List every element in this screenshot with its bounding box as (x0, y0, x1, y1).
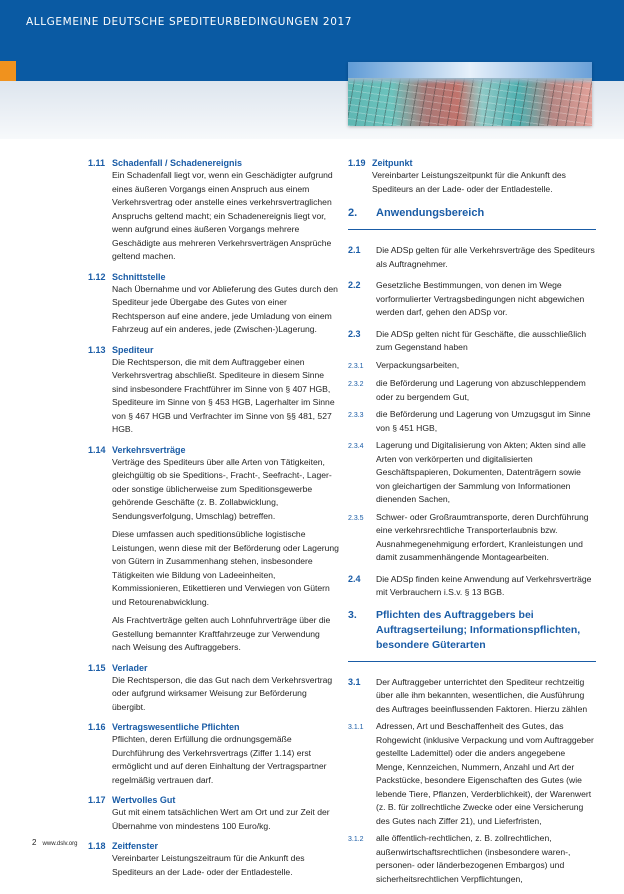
building-facade-photo (348, 62, 592, 126)
clause-number: 2.4 (348, 573, 361, 584)
clause-number: 2.3.3 (348, 412, 364, 419)
clause-number: 2.3.5 (348, 514, 364, 522)
clause-text: Der Auftraggeber unterrichtet den Spediteur rechtzeitig über alle ihm bekannten, wesentlichen, die Ausführung des Auftrages beeinflussenden Faktoren. Hierzu zählen (376, 676, 588, 714)
item-number: 1.15 (88, 662, 106, 673)
item-title: Zeitfenster (112, 841, 159, 851)
section-title: Anwendungsbereich (376, 207, 485, 219)
clause-2-3-3 (348, 408, 596, 435)
clause-3-1-1 (348, 720, 596, 828)
item-text: Nach Übernahme und vor Ablieferung des Gutes durch den Spediteur jede Übergabe des Gutes von einer Rechtsperson auf eine andere, jede Umladung von einem Fahrzeug auf ein anderes, jede (Zwischen-)Lagerung. (112, 283, 338, 334)
definition-1-19-head (348, 157, 596, 169)
definition-1-18 (88, 840, 340, 879)
clause-text: Die ADSp finden keine Anwendung auf Verkehrsverträge mit Verbrauchern i.S.v. § 13 BGB. (376, 573, 592, 597)
definition-1-15 (88, 662, 340, 715)
orange-accent-tab (0, 61, 16, 81)
section-number: 2. (348, 207, 358, 219)
item-title: Vertragswesentliche Pflichten (112, 722, 240, 732)
clause-number: 2.2 (348, 280, 361, 290)
definition-1-12 (88, 271, 340, 337)
clause-3-1-2 (348, 832, 596, 886)
item-text: Vereinbarter Leistungszeitraum für die Ankunft des Spediteurs an der Lade- oder der Entladestelle. (112, 853, 305, 877)
item-text: Pflichten, deren Erfüllung die ordnungsgemäße Durchführung des Verkehrsvertrags (Ziffer 1.14) erst ermöglicht und auf deren Einhaltung der Vertragspartner regelmäßig vertrauen darf. (112, 734, 327, 785)
clause-2-3-1 (348, 359, 596, 374)
item-text: Diese umfassen auch speditionsübliche logistische Leistungen, wenn diese mit der Beförderung oder Lagerung von Gütern in Zusammenhang stehen, insbesondere Tätigkeiten wie Bildung von Ladeeinheiten, Kommissionieren, Etikettieren und Verwiegen von Gütern und Retourenabwicklung. (112, 529, 339, 607)
section-heading-2 (348, 206, 596, 230)
item-title: Verlader (112, 662, 148, 673)
clause-text: Schwer- oder Großraumtransporte, deren Durchführung eine verkehrsrechtliche Transporterlaubnis bzw. Ausnahmegenehmigung erfordert, Kranleistungen und damit zusammenhängende Montagearbeiten. (376, 511, 589, 562)
definition-1-11 (88, 157, 340, 264)
clause-text: Verpackungsarbeiten, (376, 359, 460, 370)
clause-number: 3.1.2 (348, 836, 364, 843)
clause-text: Adressen, Art und Beschaffenheit des Gutes, das Rohgewicht (inklusive Verpackung und vom Auftraggeber gestellte Lademittel) oder die anders angegebene Menge, Kennzeichen, Nummern, Anzahl und Art der Packstücke, besondere Eigenschaften des Gutes (wie lebende Tiere, Pflanzen, Verderblichkeit), der Warenwert (z. B. für zollrechtliche Zwecke oder eine Versicherung des Gutes nach Ziffer 21), und Lieferfristen, (376, 721, 594, 826)
definition-1-16 (88, 721, 340, 787)
section-heading-3 (348, 608, 596, 662)
left-column (88, 157, 340, 886)
item-number: 1.19 (348, 158, 366, 168)
item-number: 1.14 (88, 444, 106, 455)
item-number: 1.18 (88, 841, 106, 851)
clause-3-1 (348, 676, 596, 717)
document-title: ALLGEMEINE DEUTSCHE SPEDITEURBEDINGUNGEN 2017 (26, 16, 353, 28)
item-text: Als Frachtverträge gelten auch Lohnfuhrverträge über die Gestellung bemannter Kraftfahrzeuge zur Verwendung nach Weisung des Auftraggebers. (112, 615, 331, 652)
clause-2-1 (348, 244, 596, 271)
section-number: 3. (348, 608, 357, 621)
clause-number: 2.3.4 (348, 443, 364, 450)
clause-2-4 (348, 573, 596, 600)
item-text: Die Rechtsperson, die mit dem Auftraggeber einen Verkehrsvertrag abschließt. Spediteure in diesem Sinne sind insbesondere Frachtführer im Sinne von § 407 HGB, Spediteure im Sinne von § 453 HGB, Lagerhalter im Sinne von § 467 HGB und Verfrachter im Sinne von §§ 481, 527 HGB. (112, 356, 335, 434)
clause-2-3-2 (348, 377, 596, 404)
clause-number: 3.1.1 (348, 724, 364, 731)
right-column (348, 157, 596, 894)
clause-2-3 (348, 328, 596, 355)
section-title: Pflichten des Auftraggebers bei Auftragserteilung; Informationspflichten, besondere Güterarten (376, 608, 581, 651)
item-text: Ein Schadenfall liegt vor, wenn ein Geschädigter aufgrund eines äußeren Vorgangs einen Anspruch aus einem Verkehrsvertrag oder anstelle eines verkehrsvertraglichen Anspruchs geltend macht; ein Schadenereignis liegt vor, wenn aufgrund eines äußeren Vorgangs mehrere Geschädigte aus mehreren Verkehrsverträgen Ansprüche geltend machen. (112, 170, 333, 261)
clause-number: 2.3 (348, 328, 361, 339)
photo-sky (348, 62, 592, 78)
clause-number: 2.1 (348, 245, 361, 255)
definition-1-14 (88, 444, 340, 655)
clause-text: alle öffentlich-rechtlichen, z. B. zollrechtlichen, außenwirtschaftsrechtlichen (insbesondere waren-, personen- oder länderbezogenen Embargos) und sicherheitsrechtlichen Verpflichtungen, (376, 833, 571, 884)
item-title: Zeitpunkt (372, 158, 413, 168)
definition-1-17 (88, 794, 340, 833)
page-number: 2 (32, 838, 37, 847)
photo-sky-fade (348, 78, 592, 84)
item-title: Wertvolles Gut (112, 795, 176, 805)
item-number: 1.12 (88, 271, 106, 282)
clause-text: Lagerung und Digitalisierung von Akten; Akten sind alle Arten von verkörperten und digitalisierten Geschäftspapieren, Dokumenten, Datenträgern sowie von gleichartigen der Sammlung von Informationen dienenden Sachen, (376, 440, 586, 504)
definition-1-13 (88, 344, 340, 437)
clause-text: die Beförderung und Lagerung von abzuschleppendem oder zu bergendem Gut, (376, 378, 586, 402)
item-number: 1.16 (88, 722, 106, 732)
clause-text: Die ADSp gelten für alle Verkehrsverträge des Spediteurs als Auftragnehmer. (376, 245, 595, 269)
item-number: 1.17 (88, 795, 106, 805)
page-footer (32, 838, 77, 847)
clause-text: Die ADSp gelten nicht für Geschäfte, die ausschließlich zum Gegenstand haben (376, 328, 587, 352)
clause-number: 2.3.2 (348, 381, 364, 388)
clause-2-2 (348, 279, 596, 320)
clause-2-3-4 (348, 439, 596, 507)
clause-text: die Beförderung und Lagerung von Umzugsgut im Sinne von § 451 HGB, (376, 409, 591, 433)
item-title: Schadenfall / Schadenereignis (112, 158, 243, 168)
clause-text: Gesetzliche Bestimmungen, von denen im Wege vorformulierter Vertragsbedingungen nicht abgewichen werden darf, gehen den ADSp vor. (376, 280, 585, 317)
clause-2-3-5 (348, 511, 596, 565)
item-title: Schnittstelle (112, 271, 166, 282)
item-text: Vereinbarter Leistungszeitpunkt für die Ankunft des Spediteurs an der Lade- oder der Entladestelle. (372, 170, 566, 194)
item-text: Die Rechtsperson, die das Gut nach dem Verkehrsvertrag oder aufgrund wirksamer Weisung zur Beförderung übergibt. (112, 674, 333, 712)
item-number: 1.13 (88, 344, 106, 355)
clause-number: 3.1 (348, 676, 361, 687)
item-text: Verträge des Spediteurs über alle Arten von Tätigkeiten, gleichgültig ob sie Speditions-, Fracht-, Seefracht-, Lager- oder sonstige üblicherweise zum Speditionsgewerbe gehörende Geschäfte (z. B. Zollabwicklung, Sendungsverfolgung, Umschlag) betreffen. (112, 456, 332, 521)
item-text: Gut mit einem tatsächlichen Wert am Ort und zur Zeit der Übernahme von mindestens 100 Euro/kg. (112, 807, 330, 831)
footer-url-link[interactable]: www.dslv.org (42, 841, 78, 847)
item-number: 1.11 (88, 158, 106, 168)
item-title: Spediteur (112, 344, 154, 355)
clause-number: 2.3.1 (348, 362, 364, 370)
item-title: Verkehrsverträge (112, 444, 186, 455)
